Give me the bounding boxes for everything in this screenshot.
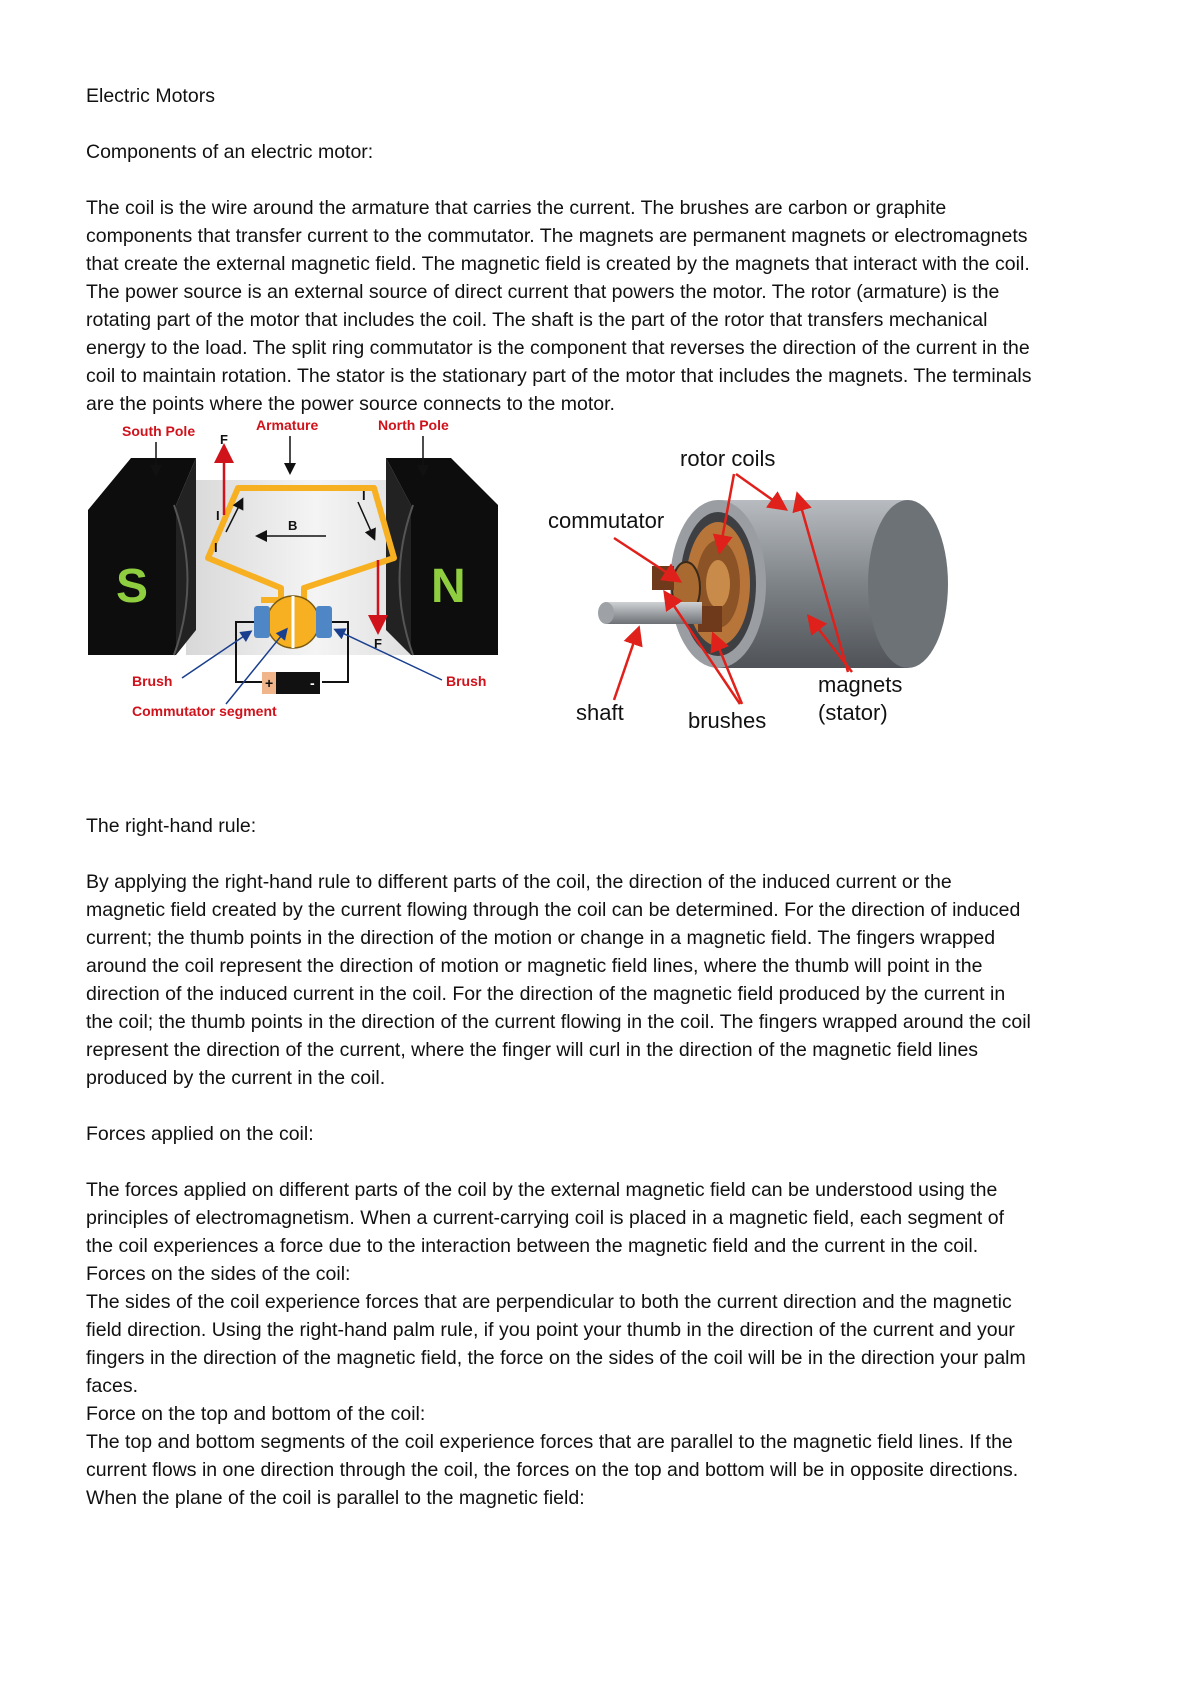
paragraph-line: The coil is the wire around the armature that carries the current. The brushes are carbon or graphite	[86, 197, 947, 219]
paragraph-line: coil to maintain rotation. The stator is the stationary part of the motor that includes the magnets. The terminals	[86, 365, 1032, 387]
s-pole-letter: S	[116, 560, 149, 613]
paragraph-line: field direction. Using the right-hand palm rule, if you point your thumb in the direction of the current and your	[86, 1319, 1015, 1341]
rotor-coils-label: rotor coils	[680, 446, 776, 471]
paragraph-line: represent the direction of the current, where the finger will curl in the direction of the magnetic field lines	[86, 1039, 979, 1061]
paragraph-line: are the points where the power source connects to the motor.	[86, 393, 615, 415]
magnets-label: magnets	[818, 672, 903, 697]
paragraph-line: faces.	[86, 1375, 139, 1397]
brush-label-left: Brush	[132, 673, 173, 689]
paragraph-line: principles of electromagnetism. When a current-carrying coil is placed in a magnetic field, each segment of	[86, 1207, 1005, 1229]
current-label: I	[214, 540, 218, 555]
commutator	[267, 596, 319, 648]
field-label: B	[288, 518, 298, 533]
paragraph-line: rotating part of the motor that includes the coil. The shaft is the part of the rotor that transfers mechanical	[86, 309, 988, 331]
shaft-pointer	[614, 630, 638, 700]
right-brush	[316, 606, 332, 638]
components-paragraph	[86, 194, 1146, 418]
paragraph-line: components that transfer current to the commutator. The magnets are permanent magnets or electromagnets	[86, 225, 1028, 247]
battery-plus-sign: +	[265, 675, 274, 691]
north-pole-label: North Pole	[378, 420, 449, 433]
paragraph-line: Forces on the sides of the coil:	[86, 1263, 351, 1285]
force-label-left: F	[220, 432, 228, 447]
paragraph-line: around the coil represent the direction of motion or magnetic field lines, where the thumb will point in the	[86, 955, 983, 977]
figures-row	[86, 420, 1146, 784]
south-pole-label: South Pole	[122, 423, 196, 439]
document-page	[86, 82, 1146, 1512]
dc-motor-diagram	[86, 420, 546, 760]
left-brush	[254, 606, 270, 638]
paragraph-line: By applying the right-hand rule to different parts of the coil, the direction of the induced current or the	[86, 871, 952, 893]
commutator-pointer	[614, 538, 678, 580]
right-hand-rule-paragraph	[86, 868, 1146, 1092]
commutator-label: commutator	[548, 508, 665, 533]
paragraph-line: When the plane of the coil is parallel to the magnetic field:	[86, 1487, 585, 1509]
commutator-segment-label: Commutator segment	[132, 703, 277, 719]
paragraph-line: The forces applied on different parts of the coil by the external magnetic field can be understood using the	[86, 1179, 998, 1201]
paragraph-line: current flows in one direction through the coil, the forces on the top and bottom will be in opposite directions.	[86, 1459, 1019, 1481]
motor-shaft	[598, 602, 614, 624]
paragraph-line: produced by the current in the coil.	[86, 1067, 386, 1089]
paragraph-line: Force on the top and bottom of the coil:	[86, 1403, 426, 1425]
current-label: I	[362, 488, 366, 503]
right-hand-rule-heading: The right-hand rule:	[86, 815, 257, 837]
paragraph-line: that create the external magnetic field. The magnetic field is created by the magnets that interact with the coil.	[86, 253, 1030, 275]
stator-label: (stator)	[818, 700, 888, 725]
forces-paragraph	[86, 1176, 1146, 1512]
paragraph-line: The top and bottom segments of the coil experience forces that are parallel to the magnetic field lines. If the	[86, 1431, 1013, 1453]
brushes-label: brushes	[688, 708, 767, 733]
document-title: Electric Motors	[86, 85, 215, 107]
components-heading: Components of an electric motor:	[86, 141, 374, 163]
paragraph-line: magnetic field created by the current flowing through the coil can be determined. For the direction of induced	[86, 899, 1021, 921]
n-pole-letter: N	[431, 560, 466, 613]
current-label: I	[216, 508, 220, 523]
paragraph-line: fingers in the direction of the magnetic field, the force on the sides of the coil will be in the direction your palm	[86, 1347, 1026, 1369]
forces-heading: Forces applied on the coil:	[86, 1123, 314, 1145]
brush-label-right: Brush	[446, 673, 487, 689]
battery-minus-sign: -	[310, 675, 315, 691]
paragraph-line: The sides of the coil experience forces that are perpendicular to both the current direction and the magnetic	[86, 1291, 1012, 1313]
paragraph-line: energy to the load. The split ring commutator is the component that reverses the direction of the current in the	[86, 337, 1030, 359]
paragraph-line: the coil; the thumb points in the direction of the current flowing in the coil. The fingers wrapped around the coil	[86, 1011, 1031, 1033]
shaft-label: shaft	[576, 700, 624, 725]
force-label-right: F	[374, 636, 382, 651]
paragraph-line: current; the thumb points in the direction of the motion or change in a magnetic field. The fingers wrapped	[86, 927, 996, 949]
paragraph-line: direction of the induced current in the coil. For the direction of the magnetic field produced by the current in	[86, 983, 1006, 1005]
armature-label: Armature	[256, 420, 319, 433]
motor-shaft	[606, 602, 702, 624]
south-magnet	[88, 458, 196, 655]
north-magnet	[386, 458, 498, 655]
paragraph-line: The power source is an external source of direct current that powers the motor. The rotor (armature) is the	[86, 281, 1000, 303]
paragraph-line: the coil experiences a force due to the interaction between the magnetic field and the current in the coil.	[86, 1235, 979, 1257]
motor-cutaway-illustration	[548, 438, 1038, 738]
